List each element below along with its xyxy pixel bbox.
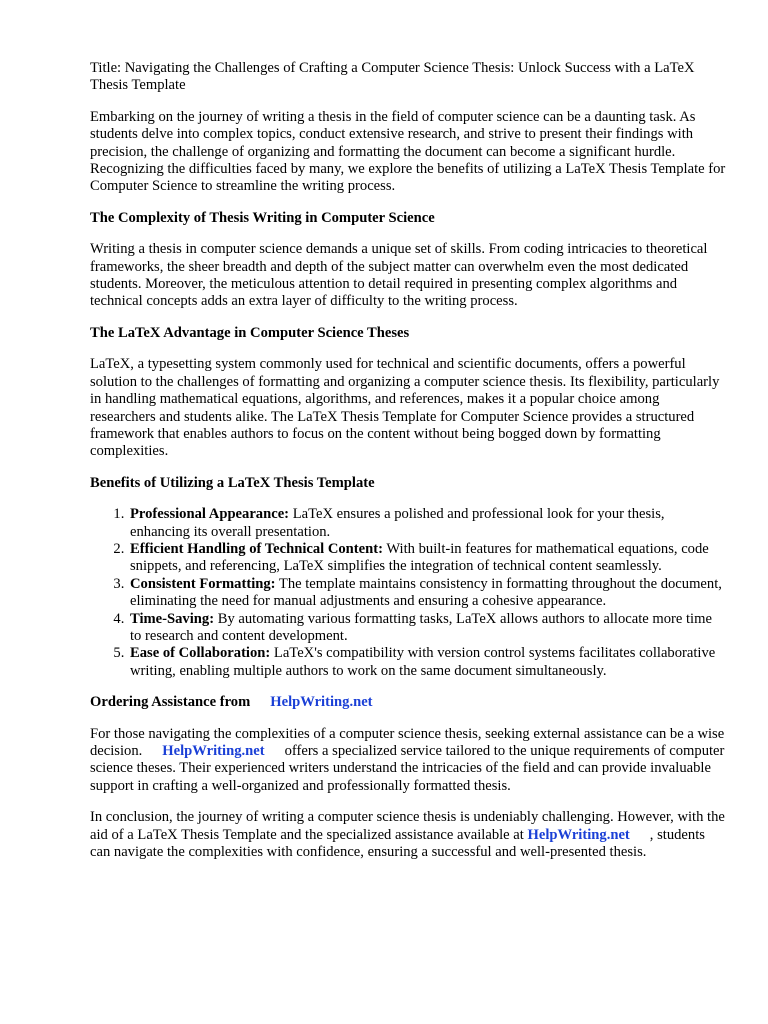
benefit-term: Consistent Formatting:: [130, 575, 276, 592]
ordering-text-before: For those navigating the complexities of a computer science thesis, seeking external assistance can be a wise decision.: [90, 725, 725, 759]
benefit-item: [128, 611, 726, 646]
benefit-text: The template maintains consistency in formatting throughout the document, eliminating the need for manual adjustments and ensuring a cohesive appearance.: [130, 575, 722, 610]
section-body-complexity: Writing a thesis in computer science demands a unique set of skills. From coding intricacies to theoretical frameworks, the sheer breadth and depth of the subject matter can overwhelm even the most dedicated students. Moreover, the meticulous attention to detail required in presenting complex algorithms and technical concepts adds an extra layer of difficulty to the writing process.: [90, 241, 708, 310]
document-title: Title: Navigating the Challenges of Crafting a Computer Science Thesis: Unlock Success with a LaTeX Thesis Template: [90, 60, 695, 94]
ordering-paragraph: [90, 726, 726, 796]
benefit-item: [128, 645, 726, 680]
benefits-list: [90, 506, 726, 680]
ordering-text-after: offers a specialized service tailored to the unique requirements of computer science theses. Their experienced writers understand the intricacies of the field and can provide invaluable support in crafting a well-organized and professionally formatted thesis.: [90, 743, 725, 794]
conclusion-text-before: In conclusion, the journey of writing a computer science thesis is undeniably challenging. However, with the aid of a LaTeX Thesis Template and the specialized assistance available at: [90, 809, 725, 843]
benefit-term: Ease of Collaboration:: [130, 645, 271, 662]
section-heading-complexity: The Complexity of Thesis Writing in Computer Science: [90, 209, 435, 226]
helpwriting-link-conclusion[interactable]: HelpWriting.net: [527, 826, 630, 843]
benefit-item: [128, 576, 726, 611]
benefit-term: Professional Appearance:: [130, 506, 290, 523]
benefit-item: [128, 506, 726, 541]
ordering-heading-prefix: Ordering Assistance from: [90, 694, 251, 711]
benefit-text: By automating various formatting tasks, LaTeX allows authors to allocate more time to research and content development.: [130, 610, 712, 644]
helpwriting-link-heading[interactable]: HelpWriting.net: [270, 694, 373, 711]
helpwriting-link-inline[interactable]: HelpWriting.net: [162, 743, 265, 759]
section-heading-benefits: Benefits of Utilizing a LaTeX Thesis Template: [90, 474, 375, 491]
document-page: [90, 60, 726, 875]
benefit-term: Efficient Handling of Technical Content:: [130, 540, 383, 557]
section-body-latex-advantage: LaTeX, a typesetting system commonly used for technical and scientific documents, offers a powerful solution to the challenges of formatting and organizing a computer science thesis. Its flexibility, particularly in handling mathematical equations, algorithms, and references, makes it a popular choice among researchers and students alike. The LaTeX Thesis Template for Computer Science provides a structured framework that enables authors to focus on the content without being bogged down by formatting complexities.: [90, 356, 720, 460]
benefit-text: With built-in features for mathematical equations, code snippets, and referencing, LaTeX simplifies the integration of technical content seamlessly.: [130, 540, 709, 575]
conclusion-text-after: , students can navigate the complexities with confidence, ensuring a successful and well-presented thesis.: [90, 826, 705, 861]
benefit-text: LaTeX ensures a polished and professional look for your thesis, enhancing its overall presentation.: [130, 506, 665, 540]
benefit-item: [128, 541, 726, 576]
intro-paragraph: Embarking on the journey of writing a thesis in the field of computer science can be a daunting task. As students delve into complex topics, conduct extensive research, and strive to present their findings with precision, the challenge of organizing and formatting the document can become a significant hurdle. Recognizing the difficulties faced by many, we explore the benefits of utilizing a LaTeX Thesis Template for Computer Science to streamline the writing process.: [90, 108, 726, 195]
section-heading-latex-advantage: The LaTeX Advantage in Computer Science Theses: [90, 324, 410, 341]
section-heading-ordering: [90, 694, 726, 711]
conclusion-paragraph: [90, 809, 726, 861]
benefit-text: LaTeX's compatibility with version control systems facilitates collaborative writing, enabling multiple authors to work on the same document simultaneously.: [130, 645, 716, 679]
benefit-term: Time-Saving:: [130, 610, 215, 627]
